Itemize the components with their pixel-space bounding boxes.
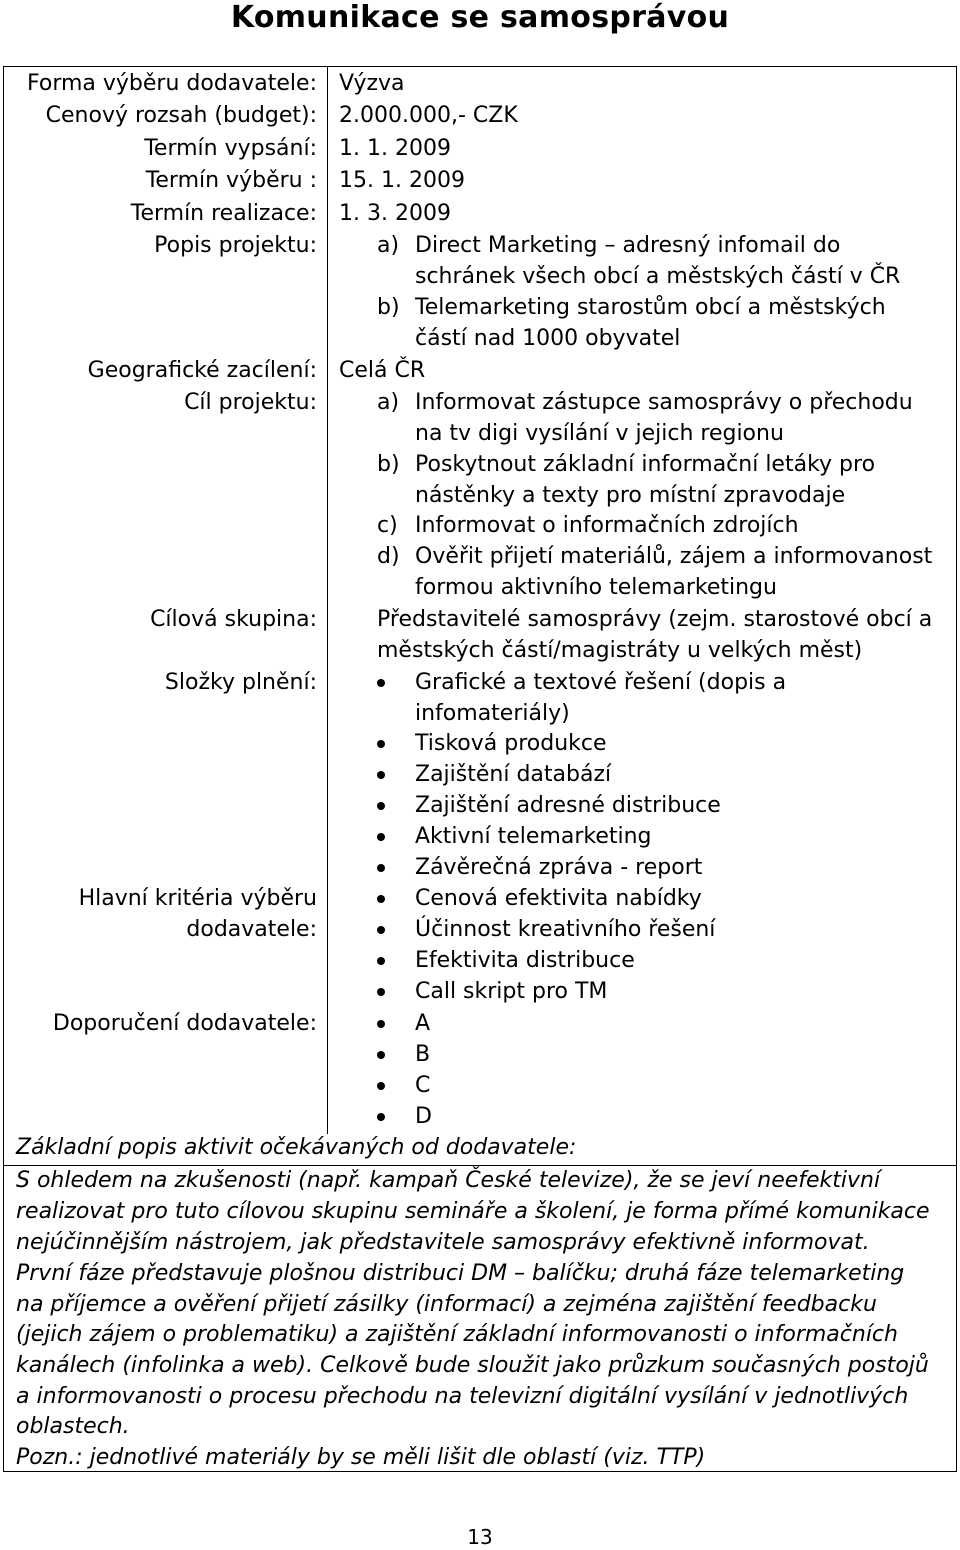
popis-marker-a: a) [377,233,400,258]
slozky-item-1-line-2: infomateriály) [415,701,570,726]
label-popis: Popis projektu: [154,233,317,258]
aktivity-line-4: První fáze představuje plošnou distribuci DM – balíčku; druhá fáze telemarketing [16,1261,905,1286]
kriteria-item-3: Efektivita distribuce [415,948,635,973]
bullet-dot-icon [377,895,385,903]
bullet-dot-icon [377,771,385,779]
bullet-dot-icon [377,833,385,841]
aktivity-line-8: a informovanosti o procesu přechodu na televizní digitální vysílání v jednotlivých [16,1384,909,1409]
aktivity-line-7: kanálech (infolinka a web). Celkově bude sloužit jako průzkum současných postojů [16,1353,929,1378]
label-rozsah: Cenový rozsah (budget): [45,103,317,128]
cil-item-d-line-1: Ověřit přijetí materiálů, zájem a informovanost [415,544,933,569]
value-geo: Celá ČR [339,358,426,383]
cil-marker-b: b) [377,452,400,477]
aktivity-line-3: nejúčinnějším nástrojem, jak představitele samosprávy efektivně informovat. [16,1230,870,1255]
aktivity-heading: Základní popis aktivit očekávaných od dodavatele: [16,1135,577,1160]
bullet-dot-icon [377,802,385,810]
label-geo: Geografické zacílení: [87,358,317,383]
label-slozky: Složky plnění: [164,670,317,695]
cil-item-d-line-2: formou aktivního telemarketingu [415,575,777,600]
bullet-dot-icon [377,957,385,965]
label-vyber: Termín výběru : [145,168,317,193]
cil-item-a-line-2: na tv digi vysílání v jejich regionu [415,421,784,446]
kriteria-item-1: Cenová efektivita nabídky [415,886,702,911]
value-realizace: 1. 3. 2009 [339,201,451,226]
cil-item-b-line-1: Poskytnout základní informační letáky pro [415,452,876,477]
slozky-item-1-line-1: Grafické a textové řešení (dopis a [415,670,787,695]
cil-item-a-line-1: Informovat zástupce samosprávy o přechodu [415,390,913,415]
slozky-item-6: Závěrečná zpráva - report [415,855,703,880]
value-rozsah: 2.000.000,- CZK [339,103,518,128]
page-title: Komunikace se samosprávou [230,0,730,35]
aktivity-line-2: realizovat pro tuto cílovou skupinu semináře a školení, je forma přímé komunikace [16,1199,930,1224]
label-realizace: Termín realizace: [130,201,317,226]
aktivity-line-9: oblastech. [16,1414,130,1439]
bullet-dot-icon [377,1051,385,1059]
bullet-dot-icon [377,864,385,872]
skupina-line-1: Představitelé samosprávy (zejm. starostové obcí a [377,607,933,632]
label-kriteria-line-2: dodavatele: [186,917,317,942]
label-skupina: Cílová skupina: [150,607,317,632]
aktivity-note: Pozn.: jednotlivé materiály by se měli lišit dle oblastí (viz. TTP) [16,1445,706,1470]
label-kriteria-line-1: Hlavní kritéria výběru [78,886,317,911]
bullet-dot-icon [377,1113,385,1121]
label-cil: Cíl projektu: [184,390,317,415]
cil-marker-c: c) [377,513,398,538]
label-vypsani: Termín vypsání: [144,136,317,161]
value-forma: Výzva [339,71,405,96]
cil-marker-a: a) [377,390,400,415]
popis-item-a-line-2: schránek všech obcí a městských částí v ČR [415,264,901,289]
doporuceni-item-c: C [415,1073,431,1098]
bullet-dot-icon [377,988,385,996]
popis-item-b-line-2: částí nad 1000 obyvatel [415,326,681,351]
cil-marker-d: d) [377,544,400,569]
skupina-line-2: městských částí/magistráty u velkých měst) [377,638,863,663]
aktivity-line-1: S ohledem na zkušenosti (např. kampaň České televize), že se jeví neefektivní [16,1168,881,1193]
cil-item-c-line-1: Informovat o informačních zdrojích [415,513,799,538]
aktivity-line-6: (jejich zájem o problematiku) a zajištění základní informovanosti o informačních [16,1322,898,1347]
cil-item-b-line-2: nástěnky a texty pro místní zpravodaje [415,483,846,508]
bullet-dot-icon [377,1082,385,1090]
bullet-dot-icon [377,926,385,934]
label-doporuceni: Doporučení dodavatele: [52,1011,317,1036]
page-number: 13 [467,1525,493,1549]
kriteria-item-2: Účinnost kreativního řešení [415,917,716,942]
aktivity-line-5: na příjemce a ověření přijetí zásilky (informací) a zejména zajištění feedbacku [16,1292,877,1317]
bullet-dot-icon [377,740,385,748]
kriteria-item-4: Call skript pro TM [415,979,608,1004]
bullet-dot-icon [377,679,385,687]
popis-item-a-line-1: Direct Marketing – adresný infomail do [415,233,841,258]
doporuceni-item-d: D [415,1104,432,1129]
doporuceni-item-a: A [415,1011,431,1036]
slozky-item-5: Aktivní telemarketing [415,824,652,849]
value-vypsani: 1. 1. 2009 [339,136,451,161]
column-divider [327,66,328,1134]
doporuceni-item-b: B [415,1042,431,1067]
bullet-dot-icon [377,1020,385,1028]
popis-marker-b: b) [377,295,400,320]
value-vyber: 15. 1. 2009 [339,168,465,193]
label-forma: Forma výběru dodavatele: [26,71,317,96]
slozky-item-3: Zajištění databází [415,762,612,787]
popis-item-b-line-1: Telemarketing starostům obcí a městských [415,295,886,320]
slozky-item-4: Zajištění adresné distribuce [415,793,721,818]
slozky-item-2: Tisková produkce [415,731,607,756]
